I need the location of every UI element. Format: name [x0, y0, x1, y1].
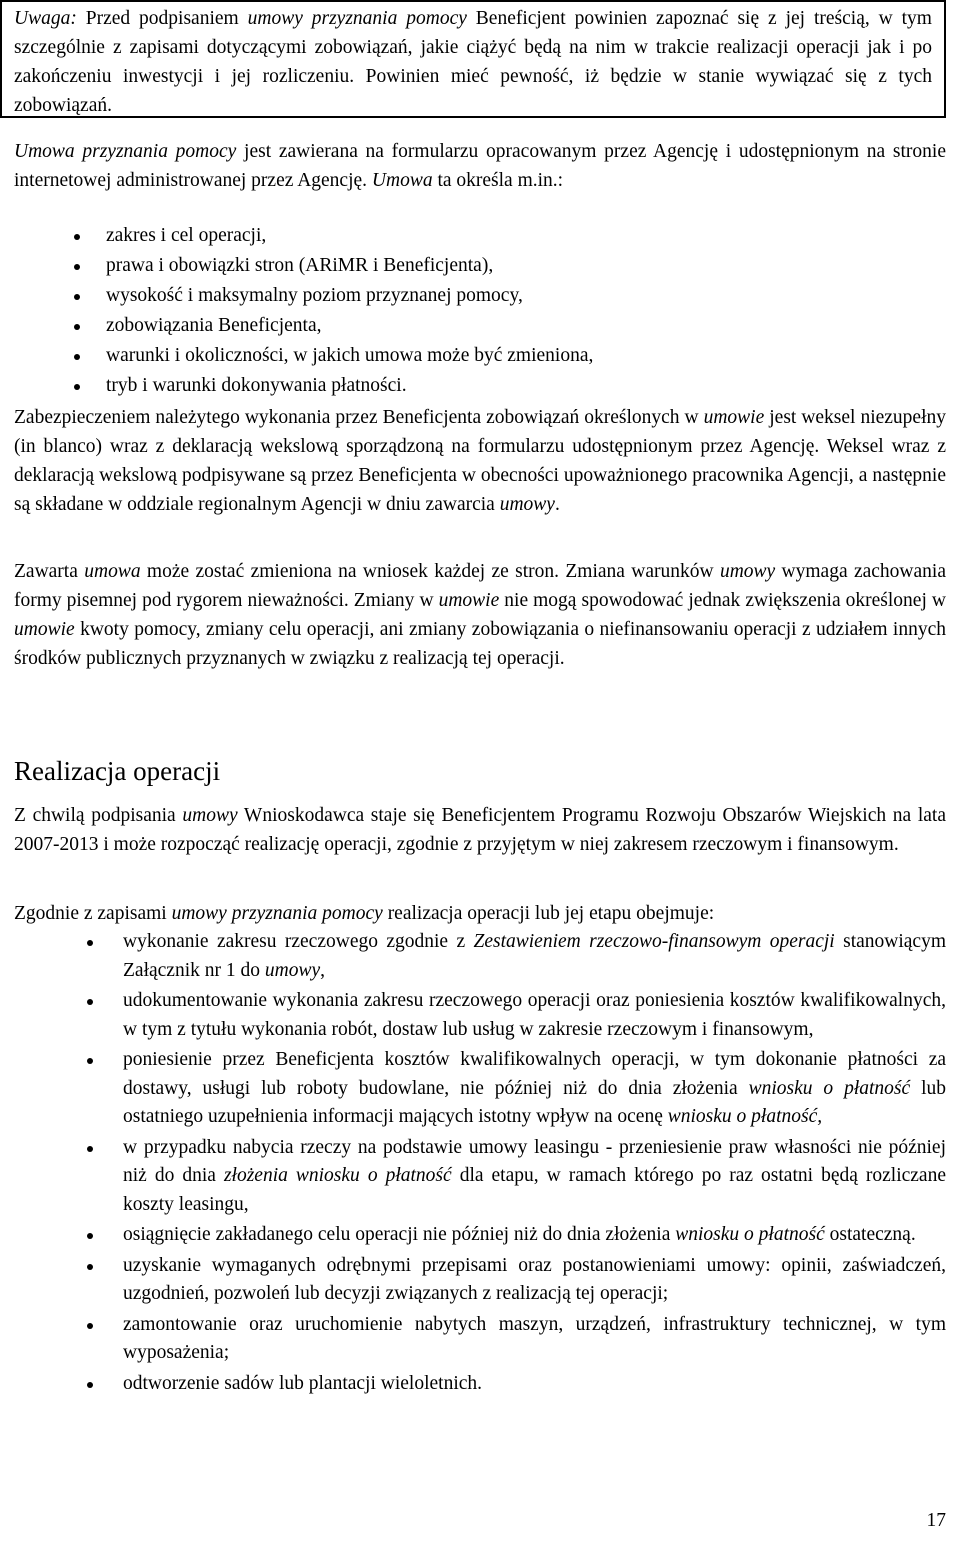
according-text-2: realizacja operacji lub jej etapu obejmuje:: [382, 903, 715, 924]
list-item-text: zamontowanie oraz uruchomienie nabytych maszyn, urządzeń, infrastruktury technicznej, w tym wyposażenia;: [123, 1313, 946, 1363]
list-item-text: prawa i obowiązki stron (ARiMR i Beneficjenta),: [106, 255, 494, 276]
amend-emphasis-2: umowy: [719, 561, 776, 582]
stage-list-block: [14, 928, 946, 1398]
intro-paragraph: [14, 137, 946, 195]
bullet-icon: [74, 294, 80, 300]
list-item: [14, 221, 946, 251]
page-number: 17: [926, 1510, 946, 1531]
list-item-text: w przypadku nabycia rzeczy na podstawie umowy leasingu - przeniesienie praw własności nie później niż do dnia: [123, 1136, 946, 1186]
security-emphasis: umowie: [703, 407, 765, 428]
bullet-icon: [87, 999, 93, 1005]
list-item: [14, 1311, 946, 1368]
amend-text: Zawarta: [14, 561, 85, 582]
notice-emphasis: umowy przyznania pomocy: [247, 8, 467, 29]
list-item-text: uzyskanie wymaganych odrębnymi przepisami oraz postanowieniami umowy: opinii, zaświadczeń, uzgodnień, pozwoleń lub decyzji związanych z realizacją tej operacji;: [123, 1254, 946, 1304]
list-item-text: ostateczną.: [824, 1224, 916, 1245]
list-item-emphasis: wniosku o płatność: [748, 1077, 911, 1099]
bullet-icon: [87, 1233, 93, 1239]
amend-text-5: kwoty pomocy, zmiany celu operacji, ani zmiany zobowiązania o niefinansowaniu operacji z udziałem innych środków publicznych przyznanych w związku z realizacją tej operacji.: [14, 619, 946, 669]
list-item-text: zobowiązania Beneficjenta,: [106, 315, 322, 336]
stage-list: [14, 928, 946, 1398]
list-item-text: osiągnięcie zakładanego celu operacji nie później niż do dnia złożenia: [123, 1224, 676, 1245]
security-text-2: jest weksel niezupełny (in blanco) wraz z deklaracją wekslową sporządzoną na formularzu udostępnionym przez Agencję. Weksel wraz z deklaracją wekslową podpisywane są przez Beneficjenta w obecności upoważnionego pracownika Agencji, a następnie są składane w oddziale regionalnym Agencji w dniu zawarcia: [14, 407, 947, 515]
bullet-icon: [87, 1323, 93, 1329]
list-item: [14, 1046, 946, 1132]
list-item: [14, 251, 946, 281]
bullet-icon: [87, 940, 93, 946]
according-text: Zgodnie z zapisami: [14, 903, 172, 924]
realization-text: Z chwilą podpisania: [14, 805, 183, 826]
bullet-icon: [87, 1382, 93, 1388]
amend-emphasis-4: umowie: [14, 619, 75, 640]
amend-emphasis-3: umowie: [438, 590, 500, 611]
list-item-text: poniesienie przez Beneficjenta kosztów kwalifikowalnych operacji, w tym dokonanie płatności za dostawy, usługi lub roboty budowlane, nie później niż do dnia złożenia: [123, 1049, 946, 1099]
list-item: [14, 1134, 946, 1220]
bullet-icon: [87, 1058, 93, 1064]
intro-emphasis-2: Umowa: [371, 170, 433, 191]
list-item-emphasis: wniosku o płatność,: [667, 1106, 823, 1127]
list-item-emphasis: umowy: [264, 959, 321, 981]
according-emphasis: umowy przyznania pomocy: [171, 903, 383, 924]
amendment-paragraph: [14, 557, 946, 673]
list-item: [14, 987, 946, 1044]
list-item-emphasis: złożenia wniosku o płatność: [223, 1165, 452, 1186]
warning-notice-box: [0, 0, 946, 118]
amend-text-2: może zostać zmieniona na wniosek każdej ze stron. Zmiana warunków: [140, 561, 720, 582]
bullet-icon: [87, 1146, 93, 1152]
list-item-text: udokumentowanie wykonania zakresu rzeczowego operacji oraz poniesienia kosztów kwalifikowalnych, w tym z tytułu wykonania robót, dostaw lub usług w zakresie rzeczowym i finansowym,: [123, 990, 946, 1040]
list-item-text: zakres i cel operacji,: [106, 225, 267, 246]
list-item-emphasis: Zestawieniem rzeczowo-finansowym operacji: [473, 931, 835, 952]
list-item-text: ,: [320, 959, 325, 981]
list-item: [14, 1370, 946, 1399]
security-emphasis-2: umowy: [499, 494, 555, 515]
bullet-icon: [74, 234, 80, 240]
list-item-emphasis: wniosku o płatność: [675, 1224, 825, 1245]
amend-text-4: nie mogą spowodować jednak zwiększenia określonej w: [499, 590, 946, 611]
list-item-text: warunki i okoliczności, w jakich umowa może być zmieniona,: [106, 345, 594, 366]
list-item-text: wysokość i maksymalny poziom przyznanej pomocy,: [106, 285, 523, 306]
bullet-icon: [74, 324, 80, 330]
according-paragraph: [14, 899, 946, 928]
bullet-icon: [74, 354, 80, 360]
security-text: Zabezpieczeniem należytego wykonania przez Beneficjenta zobowiązań określonych w: [14, 407, 704, 428]
bullet-icon: [74, 264, 80, 270]
list-item: [14, 311, 946, 341]
amend-emphasis: umowa: [84, 561, 141, 582]
list-item-text: tryb i warunki dokonywania płatności.: [106, 375, 407, 396]
intro-emphasis: Umowa przyznania pomocy: [14, 141, 237, 162]
notice-label: Uwaga:: [14, 8, 77, 29]
notice-text: Przed podpisaniem: [76, 8, 248, 29]
security-text-end: .: [554, 494, 560, 515]
list-item: [14, 1221, 946, 1250]
bullet-icon: [74, 384, 80, 390]
security-paragraph: [14, 403, 946, 519]
amend-text-3: wymaga zachowania formy pisemnej pod rygorem nieważności. Zmiany w: [14, 561, 946, 611]
intro-text-end: ta określa m.in.:: [432, 170, 564, 191]
section-heading: Realizacja operacji: [14, 756, 221, 786]
notice-text-rest: Beneficjent powinien zapoznać się z jej treścią, w tym szczególnie z zapisami dotyczącymi zobowiązań, jakie ciążyć będą na nim w trakcie realizacji operacji jak i po zakończeniu inwestycji i jej rozliczeniu. Powinien mieć pewność, iż będzie w stanie wywiązać się z tych zobowiązań.: [14, 8, 932, 116]
bullet-icon: [87, 1264, 93, 1270]
intro-text: jest zawierana na formularzu opracowanym przez Agencję i udostępnionym na stronie internetowej administrowanej przez Agencję.: [14, 141, 946, 191]
list-item: [14, 1252, 946, 1309]
list-item-text: lub ostatniego uzupełnienia informacji mających istotny wpływ na ocenę: [123, 1077, 946, 1127]
list-item-text: dla etapu, w ramach którego po raz ostatni będą rozliczane koszty leasingu,: [123, 1165, 946, 1215]
list-item-text: odtworzenie sadów lub plantacji wieloletnich.: [123, 1372, 483, 1394]
list-item: [14, 281, 946, 311]
list-item: [14, 928, 946, 985]
realization-text-2: Wnioskodawca staje się Beneficjentem Programu Rozwoju Obszarów Wiejskich na lata 2007-2013 i może rozpocząć realizację operacji, zgodnie z przyjętym w niej zakresem rzeczowym i finansowym.: [14, 805, 947, 855]
list-item: [14, 341, 946, 371]
list-item-text: stanowiącym Załącznik nr 1 do: [123, 931, 947, 981]
scope-list: [14, 221, 946, 401]
realization-emphasis: umowy: [182, 805, 238, 826]
list-item-text: wykonanie zakresu rzeczowego zgodnie z: [123, 931, 474, 952]
realization-paragraph: [14, 801, 946, 859]
list-item: [14, 371, 946, 401]
scope-list-block: [14, 221, 946, 401]
